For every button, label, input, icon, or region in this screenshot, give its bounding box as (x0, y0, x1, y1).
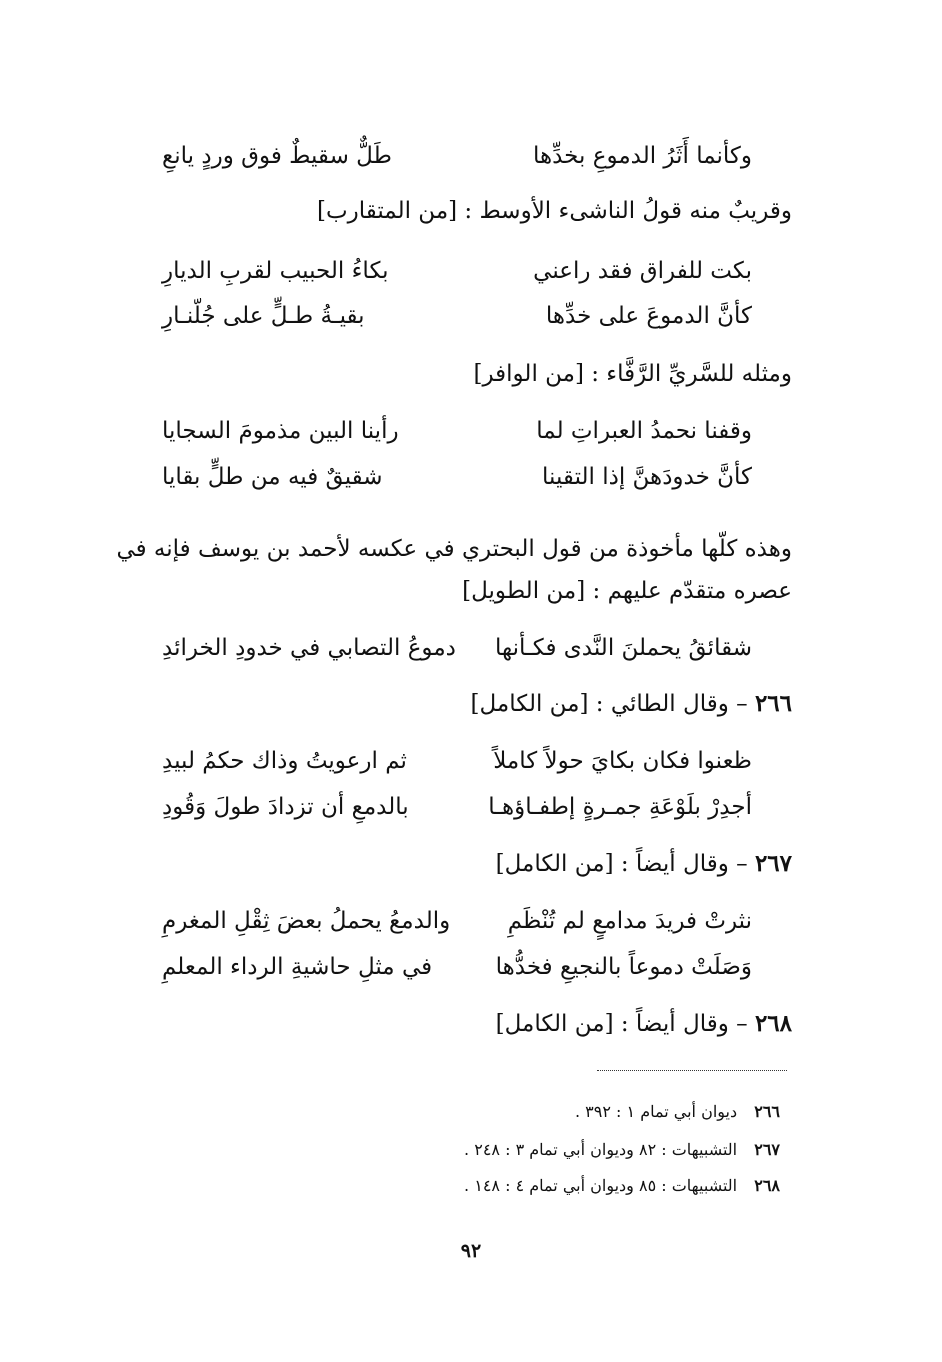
section-heading (496, 1012, 792, 1036)
footnote-text: التشبيهات : ٨٥ وديوان أبي تمام ٤ : ١٤٨ . (464, 1176, 738, 1195)
footnote-number: ٢٦٦ (754, 1102, 780, 1121)
prose-line: وهذه كلّها مأخوذة من قول البحتري في عكسه لأحمد بن يوسف فإنه في (116, 536, 792, 562)
verse-first-hemistich: أجدِرْ بلَوْعَةِ جمـرةٍ إطفـاؤهـا (488, 794, 752, 820)
verse-first-hemistich: شقائقُ يحملنَ النَّدى فكـأنها (495, 635, 752, 661)
verse-first-hemistich: كأنَّ خدودَهنَّ إذا التقينا (542, 464, 752, 490)
footnote (575, 1102, 780, 1121)
section-number: ٢٦٧ (754, 850, 792, 877)
verse-first-hemistich: وكأنما أَثَرُ الدموعِ بخدِّها (532, 143, 752, 169)
footnote-separator (597, 1070, 787, 1071)
verse-second-hemistich: طَلٌّ سقيطٌ فوق وردٍ يانعِ (162, 143, 392, 169)
prose-line: عصره متقدّم عليهم : [من الطويل] (462, 578, 792, 604)
section-number: ٢٦٦ (754, 690, 792, 717)
prose-line: ومثله للسَّريِّ الرَّفَّاء : [من الوافر] (473, 361, 792, 387)
footnote (464, 1140, 780, 1159)
verse-first-hemistich: وَصَلَتْ دموعاً بالنجيعِ فخدُّها (495, 954, 752, 980)
verse-second-hemistich: دموعُ التصابي في خدودِ الخرائدِ (162, 635, 456, 661)
section-heading-text: – وقال الطائي : [من الكامل] (470, 691, 748, 717)
verse-first-hemistich: ظعنوا فكان بكايَ حولاً كاملاً (493, 748, 752, 774)
section-heading (496, 852, 792, 876)
footnote-text: ديوان أبي تمام ١ : ٣٩٢ . (575, 1102, 738, 1121)
page-number: ٩٢ (460, 1240, 482, 1262)
footnote-number: ٢٦٧ (754, 1140, 780, 1159)
prose-line: وقريبٌ منه قولُ الناشىء الأوسط : [من المتقارب] (316, 198, 792, 224)
section-number: ٢٦٨ (754, 1010, 792, 1037)
verse-first-hemistich: بكت للفراق فقد راعني (533, 258, 752, 284)
footnote (464, 1176, 780, 1195)
verse-first-hemistich: نثرتْ فريدَ مدامعٍ لم تُنْظَمِ (507, 908, 752, 934)
section-heading-text: – وقال أيضاً : [من الكامل] (495, 1011, 748, 1037)
footnote-text: التشبيهات : ٨٢ وديوان أبي تمام ٣ : ٢٤٨ . (464, 1140, 738, 1159)
footnote-number: ٢٦٨ (754, 1176, 780, 1195)
verse-second-hemistich: بكاءُ الحبيب لقربِ الديارِ (162, 258, 389, 284)
section-heading-text: – وقال أيضاً : [من الكامل] (495, 851, 748, 877)
verse-first-hemistich: وقفنا نحمدُ العبراتِ لما (536, 418, 752, 444)
verse-second-hemistich: والدمعُ يحملُ بعضَ ثِقْلِ المغرمِ (162, 908, 451, 934)
verse-second-hemistich: بقيـةُ طـلٍّ على جُلّنـارِ (162, 303, 365, 329)
verse-second-hemistich: بالدمعِ أن تزدادَ طولَ وَقُودِ (162, 794, 409, 820)
verse-first-hemistich: كأنَّ الدموعَ على خدِّها (545, 303, 752, 329)
verse-second-hemistich: رأينا البين مذمومَ السجايا (162, 418, 399, 444)
verse-second-hemistich: شقيقٌ فيه من طلٍّ بقايا (162, 464, 383, 490)
section-heading (471, 692, 792, 716)
verse-second-hemistich: ثم ارعويتُ وذاك حكمُ لبيدِ (162, 748, 407, 774)
verse-second-hemistich: في مثلِ حاشيةِ الرداء المعلمِ (162, 954, 433, 980)
